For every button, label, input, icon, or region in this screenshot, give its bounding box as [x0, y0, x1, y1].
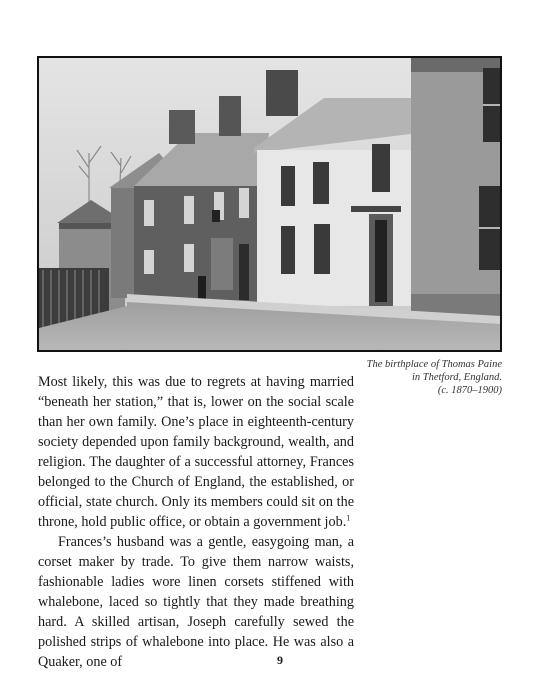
- paragraph-text: Most likely, this was due to regrets at having married “beneath her station,” that is, lower on the social scale than her own family. One’s place in eighteenth-century society depended upon family background, wealth, and religion. The daughter of a successful attorney, Frances belonged to the Church of England, the established, or official, state church. Only its members could sit on the throne, hold public office, or obtain a government job.: [38, 374, 354, 530]
- figure-caption: [342, 358, 502, 397]
- paragraph-text: Frances’s husband was a gentle, easygoing man, a corset maker by trade. To give them narrow waists, fashionable ladies wore linen corsets stiffened with whalebone, laced so tightly that they made breathing hard. A skilled artisan, Joseph carefully sewed the polished strips of whalebone into place. He was also a Quaker, one of: [38, 534, 354, 670]
- caption-line: The birthplace of Thomas Paine: [366, 359, 502, 370]
- page-number: 9: [277, 653, 283, 667]
- caption-line: in Thetford, England.: [411, 372, 502, 383]
- paragraph: [38, 532, 354, 672]
- body-text: [38, 372, 354, 672]
- caption-line: (c. 1870–1900): [437, 385, 502, 396]
- footnote-marker[interactable]: 1: [346, 513, 351, 523]
- paragraph: [38, 372, 354, 532]
- historical-photo: [37, 56, 502, 352]
